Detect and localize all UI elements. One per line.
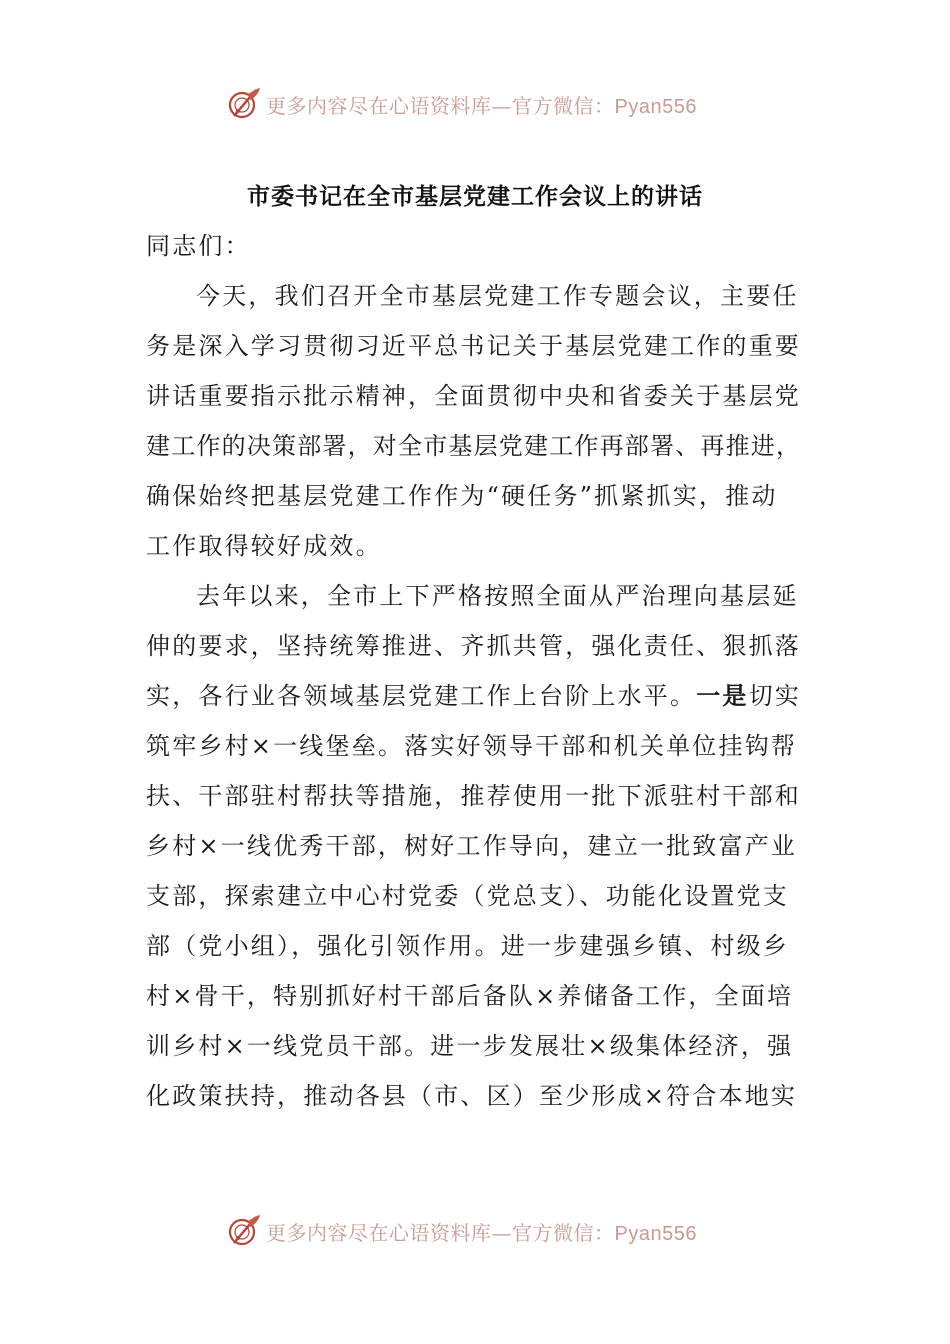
paragraph-line: 工作取得较好成效。 (146, 532, 382, 560)
salutation: 同志们： (146, 232, 251, 260)
watermark-bottom (226, 1211, 697, 1251)
paragraph-line: 今天，我们召开全市基层党建工作专题会议，主要任 (196, 282, 799, 310)
paragraph-line: 支部，探索建立中心村党委（党总支）、功能化设置党支 (146, 882, 789, 910)
paragraph-line: 筑牢乡村×一线堡垒。落实好领导干部和机关单位挂钩帮 (146, 732, 798, 760)
quill-seal-icon (226, 1213, 262, 1249)
paragraph-line: 务是深入学习贯彻习近平总书记关于基层党建工作的重要 (146, 332, 801, 360)
paragraph-line: 乡村×一线优秀干部，树好工作导向，建立一批致富产业 (146, 832, 798, 860)
paragraph-line: 训乡村×一线党员干部。进一步发展壮×级集体经济，强 (146, 1032, 794, 1060)
paragraph-line: 讲话重要指示批示精神，全面贯彻中央和省委关于基层党 (146, 382, 801, 410)
watermark-top (226, 84, 697, 124)
paragraph-line: 实，各行业各领域基层党建工作上台阶上水平。一是切实 (146, 682, 802, 710)
paragraph-line: 伸的要求，坚持统筹推进、齐抓共管，强化责任、狠抓落 (146, 632, 801, 660)
paragraph-line: 去年以来，全市上下严格按照全面从严治理向基层延 (196, 582, 799, 610)
document-body (146, 221, 802, 1121)
paragraph-line: 建工作的决策部署，对全市基层党建工作再部署、再推进， (146, 432, 802, 460)
paragraph-line: 扶、干部驻村帮扶等措施，推荐使用一批下派驻村干部和 (146, 782, 801, 810)
quill-seal-icon (226, 86, 262, 122)
paragraph-line: 化政策扶持，推动各县（市、区）至少形成×符合本地实 (146, 1082, 798, 1110)
watermark-text: 更多内容尽在心语资料库—官方微信：Pyan556 (266, 1220, 697, 1245)
document-title: 市委书记在全市基层党建工作会议上的讲话 (247, 184, 703, 210)
bold-marker: 一是 (696, 682, 749, 710)
watermark-text: 更多内容尽在心语资料库—官方微信：Pyan556 (266, 93, 697, 118)
paragraph-line: 村×骨干，特别抓好村干部后备队×养储备工作，全面培 (146, 982, 794, 1010)
paragraph-line: 确保始终把基层党建工作作为“硬任务”抓紧抓实，推动 (146, 482, 778, 510)
paragraph-line: 部（党小组），强化引领作用。进一步建强乡镇、村级乡 (146, 932, 789, 960)
